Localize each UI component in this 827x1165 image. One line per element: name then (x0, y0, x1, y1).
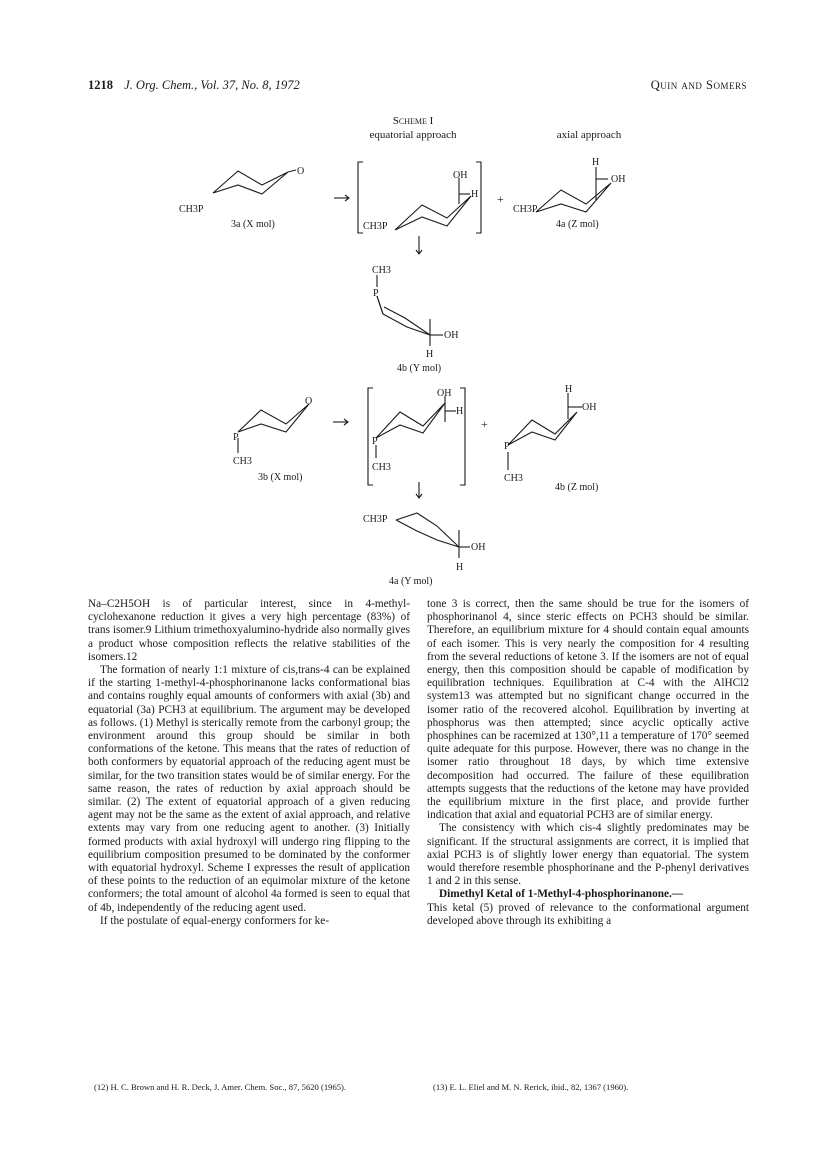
right-text-column (427, 598, 749, 928)
equatorial-approach-label: equatorial approach (369, 129, 457, 141)
axial-4b-hydrogen: H (565, 384, 573, 395)
running-authors: Quin and Somers (650, 78, 747, 92)
left-text-column (88, 598, 410, 928)
ts1-hydrogen: H (471, 189, 479, 200)
ts1-hydroxyl: OH (453, 170, 468, 181)
ts1-substituent: CH3P (363, 221, 388, 232)
product-4b-hydrogen: H (426, 349, 434, 360)
product-4a-hydroxyl: OH (471, 542, 486, 553)
ts3-methyl: CH3 (372, 462, 391, 473)
ts3-hydrogen: H (456, 406, 464, 417)
ketone-3b-methyl: CH3 (233, 456, 252, 467)
axial-4b-phosphorus: P (504, 441, 510, 452)
product-4a-substituent: CH3P (363, 514, 388, 525)
product-4b-phosphorus: P (373, 288, 379, 299)
ts3-hydroxyl: OH (437, 388, 452, 399)
ketone-3a-oxygen: O (297, 166, 305, 177)
paragraph: The formation of nearly 1:1 mixture of cis,trans-4 can be explained if the starting 1-methyl-4-phosphorinanone lacks conformational bias and contains roughly equal amounts of conformers with axial (3b) and equatorial (3a) PCH3 at equilibrium. The argument may be developed as follows. (1) Methyl is sterically remote from the carbonyl group; the environment around this group should be similar in both conformations of the ketone. This means that the rates of reduction of both conformers by equatorial approach of the reducing agent must be similar, for the two transition states would be of similar energy. For the same reason, the rates of reduction by axial approach should be similar. (2) The extent of equatorial approach of a given reducing agent may not be the same as the extent of axial approach, and relative extents may vary from one reducing agent to another. (3) Initially formed products with axial hydroxyl will undergo ring flipping to the equilibrium composition presumed to be dominated by the conformer with equatorial hydroxyl. Scheme I expresses the result of application of these points to the reduction of an equimolar mixture of the ketone conformers; the total amount of alcohol 4a formed is seen to equal that of 4b, independently of the reducing agent used. (88, 664, 410, 914)
axial-4b-caption: 4b (Z mol) (555, 482, 599, 493)
ketone-3b-caption: 3b (X mol) (258, 472, 303, 483)
ketone-3b-phosphorus: P (233, 432, 239, 443)
ketone-3b-oxygen: O (305, 396, 313, 407)
ketone-3a-caption: 3a (X mol) (231, 219, 275, 230)
scheme-i-figure (0, 100, 827, 590)
footnote-13: (13) E. L. Eliel and M. N. Rerick, ibid., 82, 1367 (1960). (433, 1082, 629, 1092)
footnote-12: (12) H. C. Brown and H. R. Deck, J. Amer. Chem. Soc., 87, 5620 (1965). (94, 1082, 347, 1092)
axial-4a-hydroxyl: OH (611, 174, 626, 185)
axial-4b-methyl: CH3 (504, 473, 523, 484)
plus-sign-2: + (481, 417, 488, 431)
paragraph: Na–C2H5OH is of particular interest, since in 4-methyl-cyclohexanone reduction it gives a very high percentage (83%) of trans isomer.9 Lithium trimethoxyalumino-hydride also normally gives a product whose composition reflects the relative stabilities of the isomers.12 (88, 598, 410, 663)
ts3-phosphorus: P (372, 436, 378, 447)
product-4a-hydrogen: H (456, 562, 464, 573)
paragraph: tone 3 is correct, then the same should be true for the isomers of phosphorinanol 4, since steric effects on PCH3 should be similar. Therefore, an equilibrium mixture for 4 should contain equal amounts of each isomer. This is very nearly the composition for 4 resulting from the several reductions of ketone 3. If the isomers are not of equal energy, then this composition should be capable of modification by equilibration techniques. Equilibration at C-4 with the AlHCl2 system13 was attempted but no significant change occurred in the isomer ratio of the recovered alcohol. Equilibration by inverting at phosphorus was then attempted; since acyclic optically active phosphines can be racemized at 130°,11 a temperature of 170° seemed quite adequate for this purpose. However, there was no change in the isomer ratio throughout 18 days, by which time extensive decomposition had occurred. The failure of these equilibration attempts suggests that the reductions of the ketone may have provided the equilibrium mixture in the first place, and provide further indication that axial and equatorial PCH3 are of similar energy. (427, 598, 749, 822)
product-4b-hydroxyl: OH (444, 330, 459, 341)
product-4a-caption: 4a (Y mol) (389, 576, 433, 587)
axial-4b-hydroxyl: OH (582, 402, 597, 413)
journal-citation: J. Org. Chem., Vol. 37, No. 8, 1972 (124, 78, 300, 92)
page-number: 1218 (88, 78, 113, 92)
product-4b-methyl: CH3 (372, 265, 391, 276)
section-heading: Dimethyl Ketal of 1-Methyl-4-phosphorinanone.— (439, 888, 684, 901)
axial-approach-label: axial approach (556, 129, 622, 141)
product-4b-caption: 4b (Y mol) (397, 363, 442, 374)
axial-4a-substituent: CH3P (513, 204, 538, 215)
ketone-3a-substituent: CH3P (179, 204, 204, 215)
plus-sign-1: + (497, 192, 504, 206)
scheme-title: Scheme I (392, 115, 434, 127)
axial-4a-caption: 4a (Z mol) (556, 219, 599, 230)
paragraph: The consistency with which cis-4 slightly predominates may be significant. If the structural assignments are correct, it is implied that axial PCH3 is of slightly lower energy than equatorial. The system would therefore resemble phosphorinane and the P-phenyl derivatives 1 and 2 in this sense. (427, 822, 749, 888)
paragraph: If the postulate of equal-energy conformers for ke- (100, 914, 330, 927)
page-header (88, 78, 747, 94)
paragraph: This ketal (5) proved of relevance to the conformational argument developed above through its exhibiting a (427, 901, 749, 927)
axial-4a-hydrogen: H (592, 157, 600, 168)
